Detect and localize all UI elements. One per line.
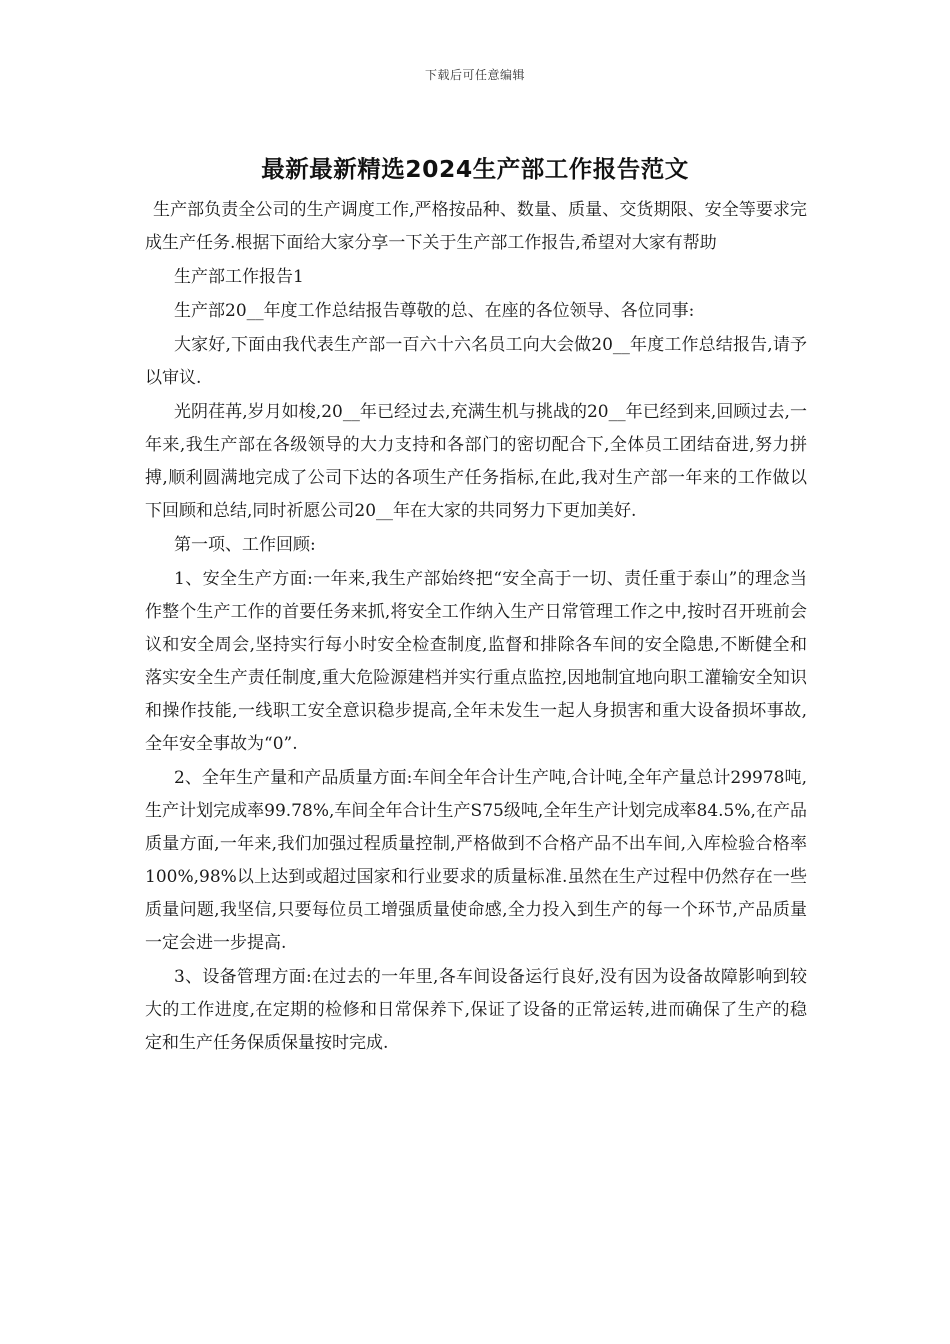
report-salutation-line: 生产部20__年度工作总结报告尊敬的总、在座的各位领导、各位同事: <box>174 301 695 321</box>
review-paragraph: 光阴荏苒,岁月如梭,20__年已经过去,充满生机与挑战的20__年已经到来,回顾过去,一年来,我生产部在各级领导的大力支持和各部门的密切配合下,全体员工团结奋进,努力拼搏,顺利圆满地完成了公司下达的各项生产任务指标,在此,我对生产部一年来的工作做以下回顾和总结,同时祈愿公司20__年在大家的共同努力下更加美好. <box>145 402 807 521</box>
document-title: 最新最新精选2024生产部工作报告范文 <box>261 155 689 183</box>
document-body <box>145 194 807 1061</box>
page-header-note: 下载后可任意编辑 <box>424 68 525 82</box>
safety-paragraph: 1、安全生产方面:一年来,我生产部始终把“安全高于一切、责任重于泰山”的理念当作整个生产工作的首要任务来抓,将安全工作纳入生产日常管理工作之中,按时召开班前会议和安全周会,坚持实行每小时安全检查制度,监督和排除各车间的安全隐患,不断健全和落实安全生产责任制度,重大危险源建档并实行重点监控,因地制宜地向职工灌输安全知识和操作技能,一线职工安全意识稳步提高,全年未发生一起人身损害和重大设备损坏事故,全年安全事故为“0”. <box>145 569 807 754</box>
equipment-paragraph: 3、设备管理方面:在过去的一年里,各车间设备运行良好,没有因为设备故障影响到较大的工作进度,在定期的检修和日常保养下,保证了设备的正常运转,进而确保了生产的稳定和生产任务保质保量按时完成. <box>145 967 807 1053</box>
greeting-paragraph: 大家好,下面由我代表生产部一百六十六名员工向大会做20__年度工作总结报告,请予以审议. <box>145 335 807 388</box>
production-quality-paragraph: 2、全年生产量和产品质量方面:车间全年合计生产吨,合计吨,全年产量总计29978吨,生产计划完成率99.78%,车间全年合计生产S75级吨,全年生产计划完成率84.5%,在产品质量方面,一年来,我们加强过程质量控制,严格做到不合格产品不出车间,入库检验合格率100%,98%以上达到或超过国家和行业要求的质量标准.虽然在生产过程中仍然存在一些质量问题,我坚信,只要每位员工增强质量使命感,全力投入到生产的每一个环节,产品质量一定会进一步提高. <box>145 768 807 953</box>
section-heading-report-1: 生产部工作报告1 <box>174 267 304 287</box>
intro-paragraph: 生产部负责全公司的生产调度工作,严格按品种、数量、质量、交货期限、安全等要求完成生产任务.根据下面给大家分享一下关于生产部工作报告,希望对大家有帮助 <box>145 200 807 253</box>
section-heading-work-review: 第一项、工作回顾: <box>174 535 316 555</box>
